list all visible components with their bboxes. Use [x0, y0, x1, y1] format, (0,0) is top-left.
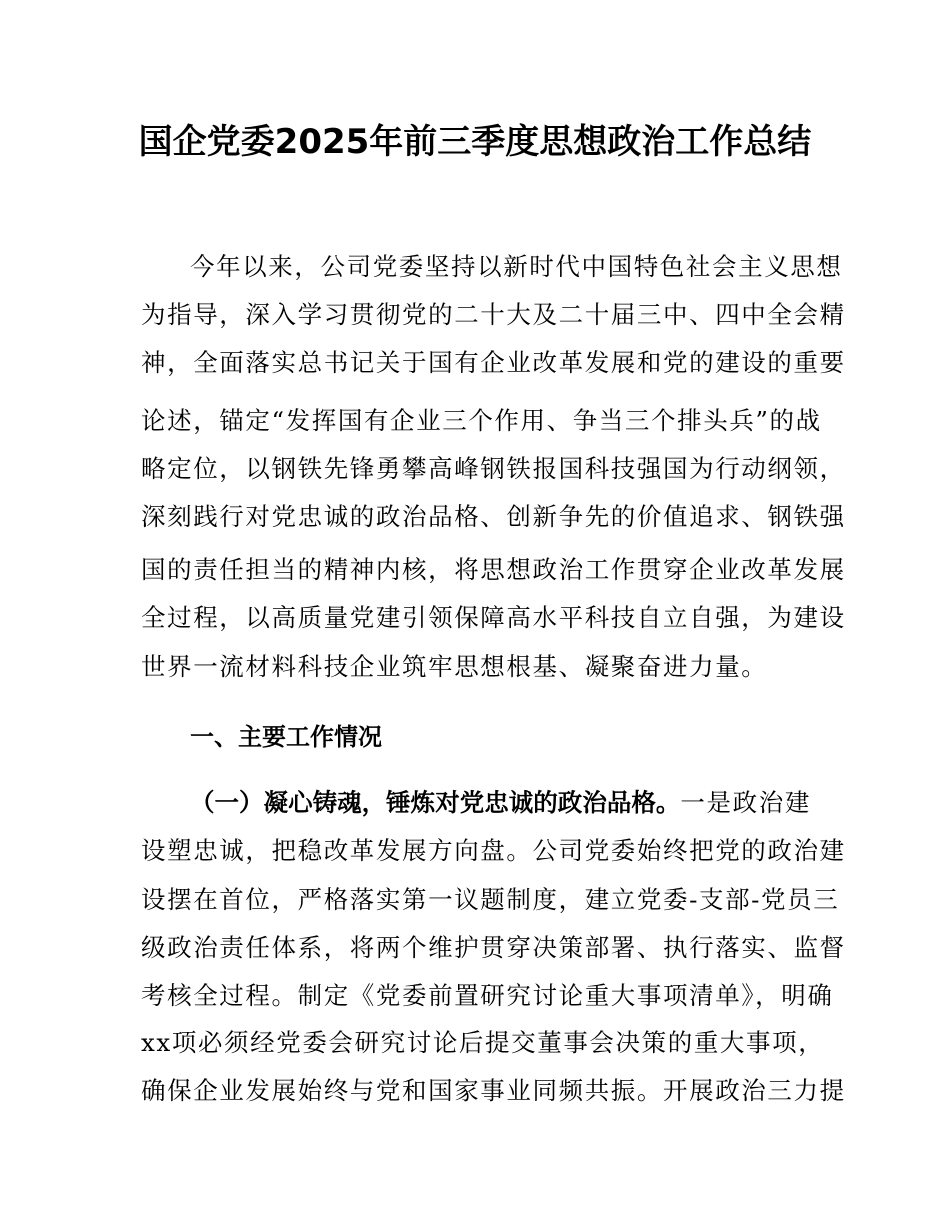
- body-line-3: 级政治责任体系，将两个维护贯穿决策部署、执行落实、监督: [141, 933, 846, 962]
- body-line-4: 考核全过程。制定《党委前置研究讨论重大事项清单》，明确: [141, 981, 834, 1010]
- intro-line-8: 全过程，以高质量党建引领保障高水平科技自立自强，为建设: [141, 603, 846, 632]
- body-line-2: 设摆在首位，严格落实第一议题制度，建立党委-支部-党员三: [141, 885, 840, 914]
- subsection-first-line-text: 一是政治建: [680, 788, 812, 817]
- intro-line-9: 世界一流材料科技企业筑牢思想根基、凝聚奋进力量。: [141, 652, 768, 681]
- body-line-6: 确保企业发展始终与党和国家事业同频共振。开展政治三力提: [141, 1076, 846, 1105]
- intro-line-4: 论述，锚定“发挥国有企业三个作用、争当三个排头兵”的战: [141, 406, 822, 435]
- intro-line-3: 神，全面落实总书记关于国有企业改革发展和党的建设的重要: [141, 348, 846, 377]
- intro-line-2: 为指导，深入学习贯彻党的二十大及二十届三中、四中全会精: [141, 300, 846, 329]
- intro-line-1: 今年以来，公司党委坚持以新时代中国特色社会主义思想: [190, 252, 843, 281]
- section-heading: 一、主要工作情况: [190, 723, 382, 751]
- intro-line-5: 略定位，以钢铁先锋勇攀高峰钢铁报国科技强国为行动纲领，: [141, 454, 846, 483]
- subsection-first-line: [190, 786, 811, 820]
- document-title: 国企党委2025年前三季度思想政治工作总结: [138, 122, 812, 162]
- intro-line-6: 深刻践行对党忠诚的政治品格、创新争先的价值追求、钢铁强: [141, 502, 846, 531]
- intro-line-7: 国的责任担当的精神内核，将思想政治工作贯穿企业改革发展: [141, 555, 846, 584]
- body-line-5: xx项必须经党委会研究讨论后提交董事会决策的重大事项，: [141, 1028, 825, 1057]
- body-line-1: 设塑忠诚，把稳改革发展方向盘。公司党委始终把党的政治建: [141, 836, 846, 865]
- subsection-heading: （一）凝心铸魂，锤炼对党忠诚的政治品格。: [190, 788, 681, 817]
